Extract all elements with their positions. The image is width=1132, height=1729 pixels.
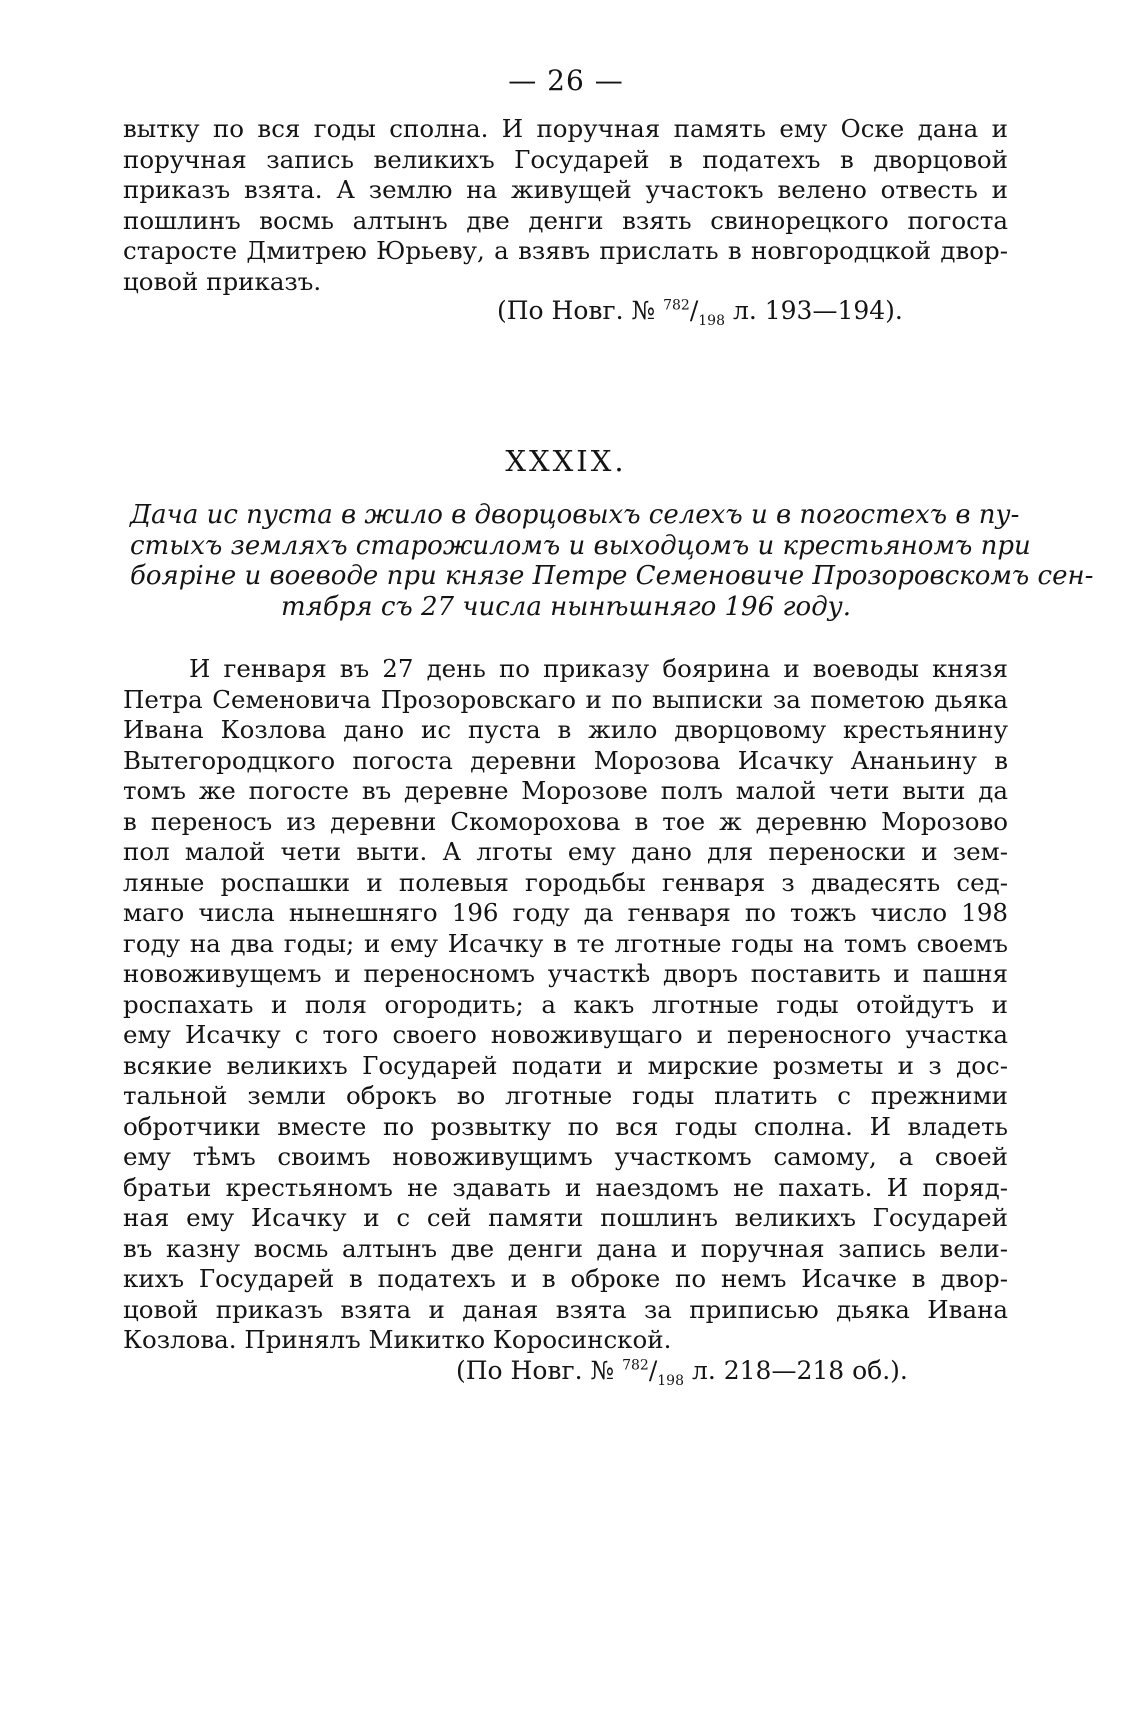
text-line: поручная запись великихъ Государей в податехъ в дворцовой xyxy=(123,144,1008,174)
citation-suffix: л. 193—194). xyxy=(732,296,903,325)
text-line: маго числа нынешняго 196 году да генваря по тожъ число 198 xyxy=(123,898,1008,927)
heading-line: стыхъ земляхъ старожиломъ и выходцомъ и крестьяномъ при xyxy=(130,530,1031,561)
heading-line: Дача ис пуста в жило в дворцовыхъ селехъ и в погостехъ в пу- xyxy=(130,500,1020,530)
text-line: вытку по вся годы сполна. И поручная память ему Оске дана и xyxy=(123,114,1008,143)
top-paragraph xyxy=(123,114,1008,297)
text-line: томъ же погосте въ деревне Морозове полъ малой чети выти да xyxy=(123,776,1008,805)
section-number: XXXIX. xyxy=(505,444,627,478)
text-line: приказъ взята. А землю на живущей участокъ велено отвесть и xyxy=(123,175,1008,204)
page-number: — 26 — xyxy=(508,64,624,97)
text-line: Козлова. Принялъ Микитко Коросинской. xyxy=(123,1325,672,1354)
text-line: ему Исачку с того своего новоживущаго и переносного участка xyxy=(123,1020,1008,1049)
text-line: пол малой чети выти. А лготы ему дано для переноски и зем- xyxy=(123,837,1008,866)
citation-suffix: л. 218—218 об.). xyxy=(691,1356,908,1385)
text-line: ляные роспашки и полевыя городьбы генваря з двадесять сед- xyxy=(123,867,1008,897)
citation-fraction-denominator: 198 xyxy=(657,1373,684,1389)
text-line: Вытегородцкого погоста деревни Морозова Исачку Ананьину в xyxy=(123,745,1008,775)
text-line: роспахать и поля огородить; а какъ лготные годы отойдутъ и xyxy=(123,989,1008,1019)
citation-fraction-numerator: 782 xyxy=(663,297,690,314)
text-line: ная ему Исачку и с сей памяти пошлинъ великихъ Государей xyxy=(123,1203,1008,1232)
text-line: тальной земли оброкъ во лготные годы платить с прежними xyxy=(123,1081,1008,1110)
text-line: цовой приказъ. xyxy=(123,266,322,296)
text-line: году на два годы; и ему Исачку в те лготные годы на томъ своемъ xyxy=(123,928,1008,958)
text-line: Петра Семеновича Прозоровскаго и по выписки за пометою дьяка xyxy=(123,684,1008,714)
text-line: пошлинъ восмь алтынъ две денги взять свинорецкого погоста xyxy=(123,205,1008,235)
section-heading xyxy=(130,500,1094,622)
heading-line: бояріне и воеводе при князе Петре Семеновиче Прозоровскомъ сен- xyxy=(130,561,1094,591)
text-line: И генваря въ 27 день по приказу боярина и воеводы князя xyxy=(189,654,1008,683)
text-line: Ивана Козлова дано ис пуста в жило дворцовому крестьянину xyxy=(123,715,1008,744)
citation-2: (По Новг. № $^{782}/_{198}$ л. 218—218 об.). xyxy=(456,1356,908,1389)
main-paragraph xyxy=(123,654,1008,1356)
citation-fraction-denominator: 198 xyxy=(698,313,725,329)
text-line: старосте Дмитрею Юрьеву, а взявъ прислать в новгородцкой двор- xyxy=(123,236,1008,265)
text-line: всякие великихъ Государей подати и мирские розметы и з дос- xyxy=(123,1050,1008,1080)
heading-line: тября съ 27 числа нынѣшняго 196 году. xyxy=(280,591,852,622)
citation-fraction-numerator: 782 xyxy=(622,1357,649,1374)
citation-prefix: (По Новг. № xyxy=(456,1356,615,1385)
text-line: кихъ Государей в податехъ и в оброке по немъ Исачке в двор- xyxy=(123,1264,1008,1293)
text-line: обротчики вместе по розвытку по вся годы сполна. И владеть xyxy=(123,1111,1008,1141)
text-line: цовой приказъ взята и даная взята за приписью дьяка Ивана xyxy=(123,1294,1008,1324)
citation-prefix: (По Новг. № xyxy=(497,296,656,325)
text-line: новоживущемъ и переносномъ участкѣ дворъ поставить и пашня xyxy=(123,959,1008,988)
citation-1: (По Новг. № $^{782}/_{198}$ л. 193—194). xyxy=(497,296,903,329)
text-line: въ казну восмь алтынъ две денги дана и поручная запись вели- xyxy=(123,1233,1008,1263)
text-line: братьи крестьяномъ не здавать и наездомъ не пахать. И поряд- xyxy=(123,1172,1008,1202)
text-line: ему тѣмъ своимъ новоживущимъ участкомъ самому, а своей xyxy=(123,1142,1008,1171)
text-line: в переносъ из деревни Скоморохова в тое ж деревню Морозово xyxy=(123,806,1008,836)
